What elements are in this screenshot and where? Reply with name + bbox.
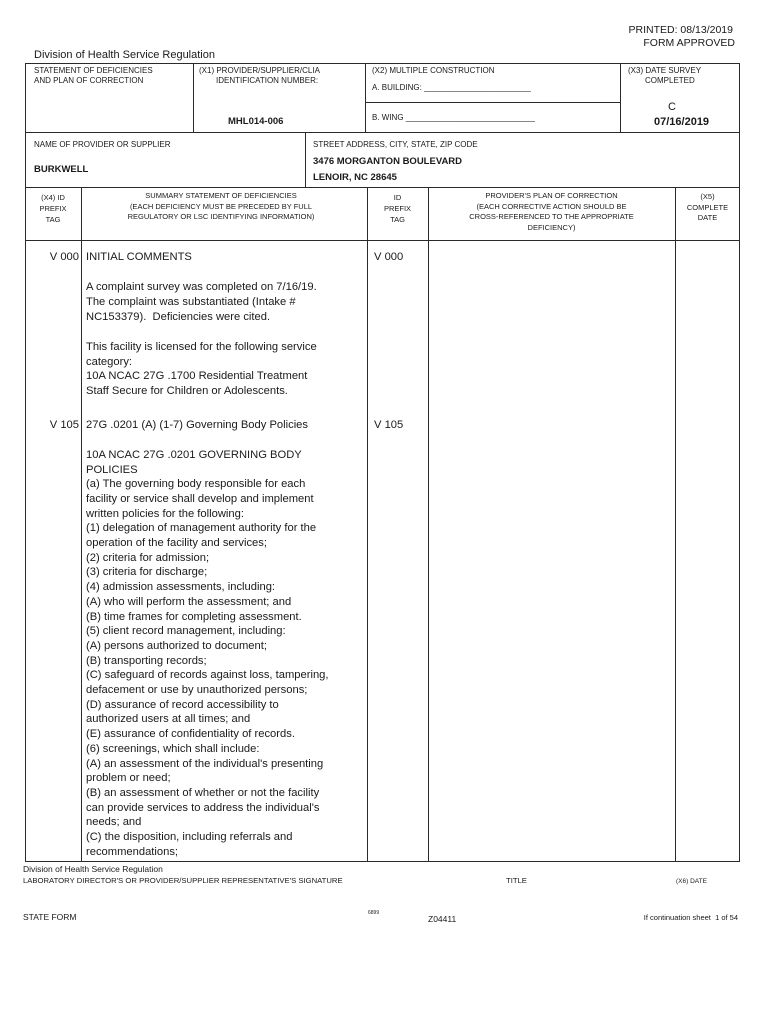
id-prefix-tag: V 105 xyxy=(374,418,404,431)
wing-field: B. WING _____________________________ xyxy=(372,113,535,122)
deficiency-paragraph: This facility is licensed for the following service category: 10A NCAC 27G .1700 Residential Treatment Staff Secure for Children or Adolescents. xyxy=(86,340,317,397)
x1-label: IDENTIFICATION NUMBER: xyxy=(216,76,319,85)
provider-name-label: NAME OF PROVIDER OR SUPPLIER xyxy=(34,140,171,149)
event-id: Z04411 xyxy=(428,914,457,924)
form-name: STATE FORM xyxy=(23,912,77,922)
x2-label: (X2) MULTIPLE CONSTRUCTION xyxy=(372,66,495,75)
x1-label: (X1) PROVIDER/SUPPLIER/CLIA xyxy=(199,66,320,75)
title-label: TITLE xyxy=(506,876,527,885)
deficiency-paragraph: 10A NCAC 27G .0201 GOVERNING BODY POLICIES (a) The governing body responsible for each facility or service shall develop and implement written policies for the following: (1) delegation of management authority for the operation of the facility and services; (2) criteria for admission; (3) criteria for discharge; (4) admission assessments, including: (A) who will perform the assessment; and (B) time frames for completing assessment. (5) client record management, including: (A) persons authorized to document; (B) transporting records; (C) safeguard of records against loss, tampering, defacement or use by unauthorized persons; (D) assurance of record accessibility to authorized users at all times; and (E) assurance of confidentiality of records. (6) screenings, which shall include: (A) an assessment of the individual's presenting problem or need; (B) an assessment of whether or not the facility can provide services to address the individual's needs; and (C) the disposition, including referrals and recommendations; xyxy=(86,448,329,858)
survey-completed-date: 07/16/2019 xyxy=(654,116,710,128)
continuation-sheet-label: If continuation sheet 1 of 54 xyxy=(643,913,738,922)
column-header-summary-statement: SUMMARY STATEMENT OF DEFICIENCIES (EACH DEFICIENCY MUST BE PRECEDED BY FULL REGULATORY OR LSC IDENTIFYING INFORMATION) xyxy=(127,191,315,221)
survey-completed-code: C xyxy=(668,101,676,113)
deficiency-entry xyxy=(25,250,740,399)
summary-statement xyxy=(86,250,366,399)
column-header-id-prefix-tag: ID PREFIX TAG xyxy=(383,193,412,224)
column-header-x5-complete-date: (X5) COMPLETE DATE xyxy=(686,192,729,222)
form-number: 6899 xyxy=(368,910,380,916)
deficiency-entry xyxy=(25,418,740,860)
deficiency-list xyxy=(25,250,740,860)
column-header-x4-prefix-tag: (X4) ID PREFIX TAG xyxy=(39,193,67,224)
form-rule xyxy=(25,240,740,241)
provider-name: BURKWELL xyxy=(34,164,89,175)
deficiency-paragraph: A complaint survey was completed on 7/16/19. The complaint was substantiated (Intake # NC153379). Deficiencies were cited. xyxy=(86,281,317,323)
provider-id-number: MHL014-006 xyxy=(228,116,284,127)
x3-label: COMPLETED xyxy=(645,76,695,85)
statement-label: STATEMENT OF DEFICIENCIES xyxy=(34,66,153,75)
deficiency-title: INITIAL COMMENTS xyxy=(86,251,192,263)
prefix-tag: V 000 xyxy=(49,251,79,263)
address-line-2: LENOIR, NC 28645 xyxy=(313,172,397,183)
form-status: FORM APPROVED xyxy=(643,37,735,49)
form-rule xyxy=(193,63,194,132)
form-rule xyxy=(365,102,620,103)
form-rule xyxy=(25,132,740,133)
building-field: A. BUILDING: ________________________ xyxy=(372,83,531,92)
signature-label: LABORATORY DIRECTOR'S OR PROVIDER/SUPPLIER REPRESENTATIVE'S SIGNATURE xyxy=(23,876,343,885)
address-label: STREET ADDRESS, CITY, STATE, ZIP CODE xyxy=(313,140,478,149)
deficiency-title: 27G .0201 (A) (1-7) Governing Body Policies xyxy=(86,418,308,431)
form-rule xyxy=(305,132,306,187)
form-rule xyxy=(365,63,366,132)
x3-label: (X3) DATE SURVEY xyxy=(628,66,702,75)
form-rule xyxy=(620,63,621,132)
printed-date: PRINTED: 08/13/2019 xyxy=(628,24,733,36)
agency-name: Division of Health Service Regulation xyxy=(34,49,215,61)
column-header-plan-of-correction: PROVIDER'S PLAN OF CORRECTION (EACH CORRECTIVE ACTION SHOULD BE CROSS-REFERENCED TO THE APPROPRIATE DEFICIENCY) xyxy=(469,191,634,232)
id-prefix-tag: V 000 xyxy=(374,251,404,263)
form-rule xyxy=(25,187,740,188)
prefix-tag: V 105 xyxy=(49,418,79,431)
address-line-1: 3476 MORGANTON BOULEVARD xyxy=(313,156,463,167)
summary-statement xyxy=(86,418,366,860)
footer-agency-name: Division of Health Service Regulation xyxy=(23,864,163,874)
statement-label: AND PLAN OF CORRECTION xyxy=(34,76,144,85)
x6-date-label: (X6) DATE xyxy=(676,878,707,885)
